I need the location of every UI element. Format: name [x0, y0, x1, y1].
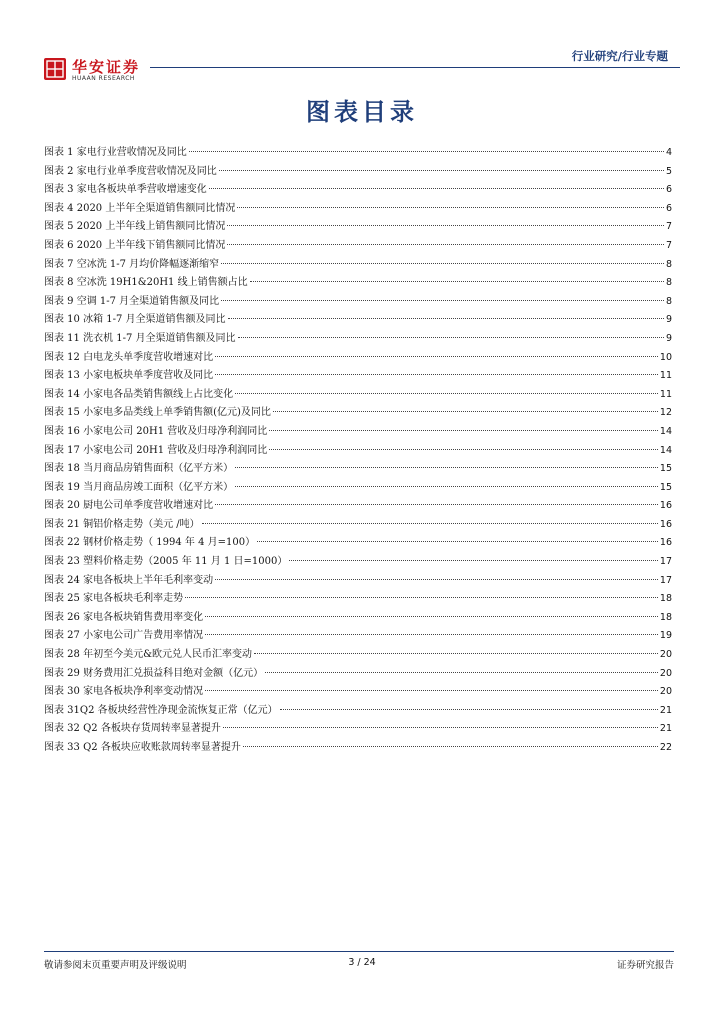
header-divider: [150, 67, 680, 68]
toc-entry[interactable]: [44, 479, 672, 498]
toc-entry-title: 图表 26 家电各板块销售费用率变化: [44, 611, 204, 623]
toc-dot-leader: [205, 616, 658, 617]
toc-dot-leader: [219, 170, 664, 171]
toc-entry-page: 7: [665, 221, 672, 233]
toc-entry-title: 图表 8 空冰洗 19H1&20H1 线上销售额占比: [44, 277, 248, 289]
toc-entry-page: 16: [659, 537, 672, 549]
toc-dot-leader: [280, 709, 658, 710]
toc-entry-title: 图表 4 2020 上半年全渠道销售额同比情况: [44, 202, 236, 214]
toc-dot-leader: [243, 746, 658, 747]
toc-entry-title: 图表 9 空调 1-7 月全渠道销售额及同比: [44, 295, 220, 307]
toc-entry[interactable]: [44, 423, 672, 442]
toc-dot-leader: [237, 207, 664, 208]
toc-entry-title: 图表 11 洗衣机 1-7 月全渠道销售额及同比: [44, 332, 236, 344]
toc-entry-title: 图表 23 塑料价格走势（2005 年 11 月 1 日=1000）: [44, 556, 288, 568]
toc-entry-title: 图表 31Q2 各板块经营性净现金流恢复正常（亿元）: [44, 704, 278, 716]
table-of-figures: [44, 144, 672, 758]
toc-dot-leader: [227, 225, 664, 226]
toc-entry-page: 17: [659, 556, 672, 568]
toc-entry-title: 图表 12 白电龙头单季度营收增速对比: [44, 351, 214, 363]
toc-dot-leader: [223, 727, 658, 728]
toc-dot-leader: [221, 263, 664, 264]
company-logo-icon: [44, 58, 66, 80]
toc-entry-page: 4: [665, 147, 672, 158]
toc-entry[interactable]: [44, 163, 672, 182]
toc-entry[interactable]: [44, 665, 672, 684]
toc-dot-leader: [185, 597, 658, 598]
toc-entry-title: 图表 14 小家电各品类销售额线上占比变化: [44, 388, 234, 400]
toc-entry-title: 图表 28 年初至今美元&欧元兑人民币汇率变动: [44, 649, 252, 661]
toc-entry[interactable]: [44, 627, 672, 646]
toc-dot-leader: [215, 504, 658, 505]
toc-entry-page: 19: [659, 630, 672, 642]
toc-dot-leader: [205, 690, 658, 691]
toc-dot-leader: [227, 244, 664, 245]
toc-entry-page: 14: [659, 444, 672, 456]
toc-entry-title: 图表 5 2020 上半年线上销售额同比情况: [44, 221, 226, 233]
toc-entry-page: 18: [659, 593, 672, 605]
toc-entry-page: 5: [665, 165, 672, 177]
logo-subtitle: HUAAN RESEARCH: [72, 75, 135, 82]
toc-dot-leader: [215, 356, 658, 357]
toc-entry-page: 6: [665, 184, 672, 196]
toc-entry-title: 图表 13 小家电板块单季度营收及同比: [44, 370, 214, 382]
toc-dot-leader: [202, 523, 658, 524]
toc-entry[interactable]: [44, 497, 672, 516]
toc-entry-page: 21: [659, 723, 672, 735]
toc-dot-leader: [235, 486, 658, 487]
toc-entry[interactable]: [44, 200, 672, 219]
toc-dot-leader: [235, 467, 658, 468]
toc-entry[interactable]: [44, 237, 672, 256]
toc-dot-leader: [257, 541, 658, 542]
toc-entry-page: 8: [665, 258, 672, 270]
toc-entry[interactable]: [44, 218, 672, 237]
toc-entry-page: 20: [659, 686, 672, 698]
toc-entry-page: 11: [659, 370, 672, 382]
toc-entry-page: 16: [659, 518, 672, 530]
toc-entry[interactable]: [44, 534, 672, 553]
toc-entry[interactable]: [44, 367, 672, 386]
toc-entry-title: 图表 22 钢材价格走势（ 1994 年 4 月=100）: [44, 537, 256, 549]
toc-entry-page: 6: [665, 202, 672, 214]
footer-doc-type: 证券研究报告: [616, 960, 674, 971]
toc-dot-leader: [235, 393, 658, 394]
page-header: [0, 0, 724, 90]
toc-entry-title: 图表 7 空冰洗 1-7 月均价降幅逐渐缩窄: [44, 258, 220, 270]
toc-entry-page: 8: [665, 277, 672, 289]
toc-entry-title: 图表 25 家电各板块毛利率走势: [44, 593, 184, 605]
toc-entry[interactable]: [44, 144, 672, 163]
toc-entry[interactable]: [44, 609, 672, 628]
toc-dot-leader: [215, 579, 658, 580]
toc-dot-leader: [269, 449, 658, 450]
toc-entry[interactable]: [44, 460, 672, 479]
page-number: 3 / 24: [348, 957, 376, 968]
toc-entry[interactable]: [44, 293, 672, 312]
toc-dot-leader: [289, 560, 658, 561]
toc-entry[interactable]: [44, 330, 672, 349]
toc-entry[interactable]: [44, 720, 672, 739]
toc-dot-leader: [269, 430, 658, 431]
toc-entry-title: 图表 2 家电行业单季度营收情况及同比: [44, 165, 217, 177]
page-title: 图表目录: [306, 97, 418, 126]
toc-entry-page: 15: [659, 463, 672, 475]
toc-entry-title: 图表 19 当月商品房竣工面积（亿平方米）: [44, 481, 234, 493]
toc-entry[interactable]: [44, 702, 672, 721]
toc-entry-page: 10: [659, 351, 672, 363]
toc-entry-title: 图表 32 Q2 各板块存货周转率显著提升: [44, 723, 221, 735]
section-label: 行业研究/行业专题: [571, 49, 668, 63]
toc-entry-title: 图表 33 Q2 各板块应收账款周转率显著提升: [44, 742, 241, 753]
toc-entry[interactable]: [44, 739, 672, 758]
toc-entry-title: 图表 24 家电各板块上半年毛利率变动: [44, 574, 214, 586]
toc-entry-page: 15: [659, 481, 672, 493]
toc-dot-leader: [215, 374, 658, 375]
footer-divider: [44, 951, 674, 952]
toc-entry[interactable]: [44, 181, 672, 200]
toc-entry-title: 图表 3 家电各板块单季营收增速变化: [44, 184, 207, 196]
toc-dot-leader: [273, 411, 658, 412]
toc-dot-leader: [205, 634, 658, 635]
toc-entry-title: 图表 6 2020 上半年线下销售额同比情况: [44, 239, 226, 251]
toc-dot-leader: [254, 653, 658, 654]
toc-dot-leader: [228, 318, 664, 319]
toc-entry-title: 图表 17 小家电公司 20H1 营收及归母净利润同比: [44, 444, 268, 456]
toc-entry-page: 7: [665, 239, 672, 251]
toc-entry-title: 图表 10 冰箱 1-7 月全渠道销售额及同比: [44, 314, 226, 326]
toc-dot-leader: [209, 188, 664, 189]
toc-entry-page: 21: [659, 704, 672, 716]
toc-entry-page: 20: [659, 667, 672, 679]
toc-dot-leader: [189, 151, 664, 152]
toc-entry-page: 17: [659, 574, 672, 586]
toc-dot-leader: [238, 337, 664, 338]
toc-dot-leader: [250, 281, 664, 282]
toc-entry[interactable]: [44, 646, 672, 665]
toc-entry-page: 20: [659, 649, 672, 661]
toc-entry-page: 18: [659, 611, 672, 623]
toc-entry-title: 图表 30 家电各板块净利率变动情况: [44, 686, 204, 698]
toc-entry-title: 图表 1 家电行业营收情况及同比: [44, 147, 187, 158]
toc-entry[interactable]: [44, 683, 672, 702]
toc-entry[interactable]: [44, 404, 672, 423]
toc-entry[interactable]: [44, 349, 672, 368]
toc-entry-page: 22: [659, 742, 672, 753]
toc-entry-title: 图表 18 当月商品房销售面积（亿平方米）: [44, 463, 234, 475]
toc-entry-page: 14: [659, 425, 672, 437]
footer-disclaimer: 敬请参阅末页重要声明及评级说明: [44, 960, 187, 971]
toc-entry-page: 9: [665, 332, 672, 344]
toc-entry-title: 图表 20 厨电公司单季度营收增速对比: [44, 500, 214, 512]
toc-entry[interactable]: [44, 516, 672, 535]
toc-entry[interactable]: [44, 572, 672, 591]
toc-entry[interactable]: [44, 442, 672, 461]
toc-entry[interactable]: [44, 590, 672, 609]
toc-entry[interactable]: [44, 311, 672, 330]
toc-dot-leader: [221, 300, 664, 301]
toc-entry-title: 图表 16 小家电公司 20H1 营收及归母净利润同比: [44, 425, 268, 437]
toc-entry-title: 图表 21 铜铝价格走势（美元 /吨）: [44, 518, 200, 530]
toc-entry-page: 16: [659, 500, 672, 512]
toc-entry-title: 图表 15 小家电多品类线上单季销售额(亿元)及同比: [44, 407, 271, 419]
toc-entry[interactable]: [44, 274, 672, 293]
toc-entry[interactable]: [44, 256, 672, 275]
logo-text: 华安证券: [72, 58, 141, 76]
toc-entry-page: 12: [659, 407, 672, 419]
toc-entry-page: 9: [665, 314, 672, 326]
toc-entry-title: 图表 29 财务费用汇兑损益科目绝对金额（亿元）: [44, 667, 264, 679]
toc-entry[interactable]: [44, 386, 672, 405]
toc-dot-leader: [265, 672, 658, 673]
toc-entry-page: 11: [659, 388, 672, 400]
toc-entry-page: 8: [665, 295, 672, 307]
toc-entry[interactable]: [44, 553, 672, 572]
toc-entry-title: 图表 27 小家电公司广告费用率情况: [44, 630, 204, 642]
